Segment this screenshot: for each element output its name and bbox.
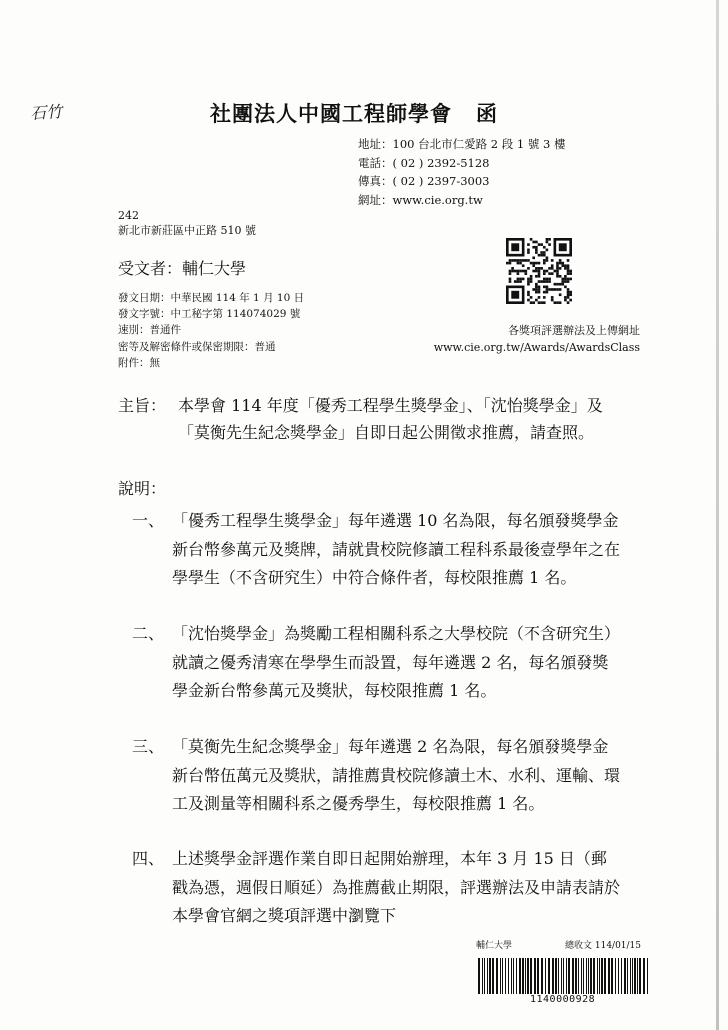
meta-secrecy: 密等及解密條件或保密期限：普通 bbox=[118, 340, 276, 353]
item-text: 上述獎學金評選作業自即日起開始辦理，本年 3 月 15 日（郵戳為憑，週假日順延）為推薦截止期限，評選辦法及申請表請於本學會官網之獎項評選中瀏覽下 bbox=[172, 849, 621, 925]
subject-section bbox=[118, 392, 616, 446]
explanation-item-2 bbox=[132, 620, 622, 706]
document-type: 函 bbox=[476, 101, 498, 126]
explanation-item-4 bbox=[132, 845, 622, 931]
qr-caption-title: 各獎項評選辦法及上傳網址 bbox=[508, 324, 640, 337]
handwritten-initials: 石竹 bbox=[29, 101, 63, 124]
contact-website: 網址：www.cie.org.tw bbox=[358, 192, 483, 207]
qr-code-icon bbox=[506, 238, 572, 304]
item-text: 「優秀工程學生獎學金」每年遴選 10 名為限，每名頒發獎學金新台幣參萬元及獎牌，請就貴校院修讀工程科系最後壹學年之在學學生（不含研究生）中符合條件者，每校限推薦 1 名。 bbox=[172, 511, 621, 587]
explanation-item-3 bbox=[132, 733, 622, 819]
barcode-icon bbox=[476, 958, 650, 994]
meta-speed: 速別：普通件 bbox=[118, 324, 181, 337]
item-number: 一、 bbox=[132, 511, 165, 530]
recipient-zip: 242 bbox=[118, 209, 139, 222]
item-text: 「莫衡先生紀念獎學金」每年遴選 2 名為限，每名頒發獎學金新台幣伍萬元及獎狀，請推薦貴校院修讀土木、水利、運輸、環工及測量等相關科系之優秀學生，每校限推薦 1 名。 bbox=[172, 737, 621, 813]
scan-edge-shadow bbox=[716, 0, 719, 1030]
explanation-label: 說明： bbox=[118, 479, 167, 498]
organization-name: 社團法人中國工程師學會 bbox=[210, 101, 452, 126]
qr-caption-url: www.cie.org.tw/Awards/AwardsClass bbox=[433, 341, 640, 354]
subject-label: 主旨： bbox=[118, 396, 167, 415]
qr-caption bbox=[430, 322, 640, 356]
recipient-line: 受文者：輔仁大學 bbox=[118, 259, 247, 278]
document-meta bbox=[118, 290, 304, 371]
barcode-number: 1140000928 bbox=[530, 994, 596, 1005]
subject-text: 本學會 114 年度「優秀工程學生獎學金」、「沈怡獎學金」及「莫衡先生紀念獎學金」自即日起公開徵求推薦，請查照。 bbox=[178, 396, 603, 442]
recipient-address-block bbox=[118, 208, 256, 238]
item-number: 三、 bbox=[132, 737, 165, 756]
item-number: 四、 bbox=[132, 849, 165, 868]
contact-block bbox=[358, 135, 566, 209]
explanation-item-1 bbox=[132, 507, 622, 593]
contact-fax: 傳真：( 02 ) 2397-3003 bbox=[358, 174, 490, 188]
item-text: 「沈怡獎學金」為獎勵工程相關科系之大學校院（不含研究生）就讀之優秀清寒在學學生而設置，每年遴選 2 名，每名頒發獎學金新台幣參萬元及獎狀，每校限推薦 1 名。 bbox=[172, 624, 621, 700]
letterhead-title bbox=[210, 98, 498, 128]
receipt-stamp-number: 總收文 114/01/15 bbox=[565, 941, 642, 951]
receipt-stamp-org: 輔仁大學 bbox=[476, 941, 513, 951]
contact-phone: 電話：( 02 ) 2392-5128 bbox=[358, 155, 490, 170]
meta-doc-number: 發文字號：中工秘字第 114074029 號 bbox=[118, 308, 301, 321]
meta-date: 發文日期：中華民國 114 年 1 月 10 日 bbox=[118, 292, 305, 304]
recipient-address: 新北市新莊區中正路 510 號 bbox=[118, 224, 256, 237]
item-number: 二、 bbox=[132, 624, 165, 643]
meta-attachment: 附件：無 bbox=[118, 356, 160, 369]
contact-address: 地址：100 台北市仁愛路 2 段 1 號 3 樓 bbox=[358, 137, 566, 151]
